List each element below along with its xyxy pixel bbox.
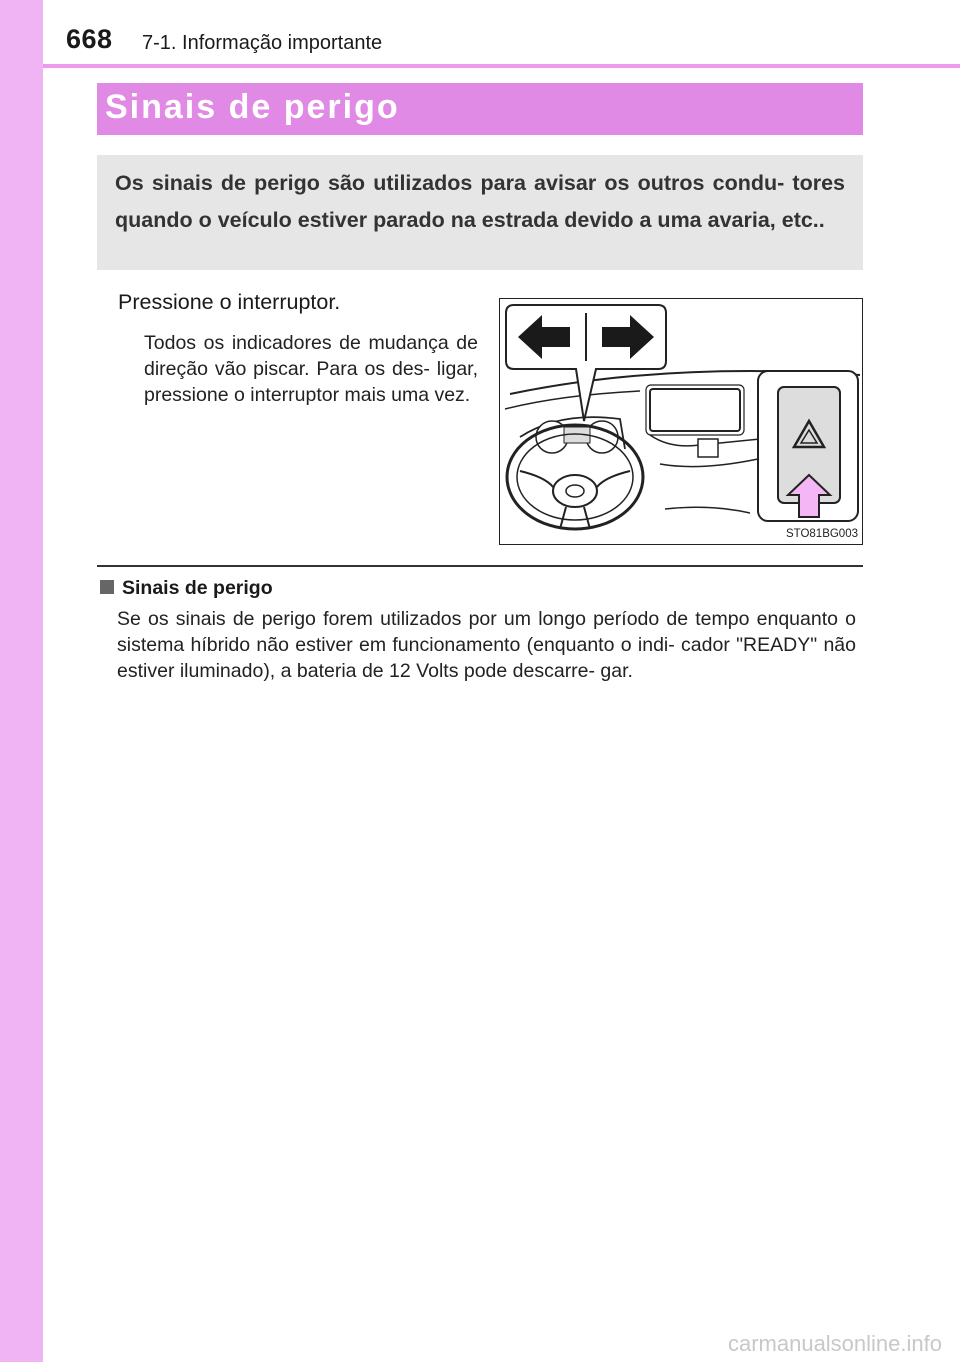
square-bullet-icon <box>100 580 114 594</box>
intro-box: Os sinais de perigo são utilizados para avisar os outros condu- tores quando o veículo estiver parado na estrada devido a uma avaria, etc.. <box>97 155 863 270</box>
note-heading-text: Sinais de perigo <box>122 577 273 599</box>
hazard-switch-figure <box>499 298 863 545</box>
page-number: 668 <box>66 24 113 54</box>
section-divider <box>97 565 863 567</box>
left-margin-strip <box>0 0 43 1362</box>
dashboard-illustration <box>500 299 862 544</box>
figure-code: STO81BG003 <box>785 528 858 540</box>
chapter-title: 7-1. Informação importante <box>142 32 383 54</box>
header-rule <box>43 64 960 68</box>
section-title-bar <box>97 83 863 135</box>
step-title: Pressione o interruptor. <box>118 290 341 314</box>
note-heading <box>100 577 273 600</box>
section-title: Sinais de perigo <box>105 88 400 126</box>
step-description: Todos os indicadores de mudança de direção vão piscar. Para os des- ligar, pressione o interruptor mais uma vez. <box>144 332 478 406</box>
note-body: Se os sinais de perigo forem utilizados por um longo período de tempo enquanto o sistema híbrido não estiver em funcionamento (enquanto o indi- cador "READY" não estiver iluminado), a bateria de 12 Volts pode descarre- gar. <box>117 608 856 682</box>
watermark: carmanualsonline.info <box>727 1331 942 1356</box>
